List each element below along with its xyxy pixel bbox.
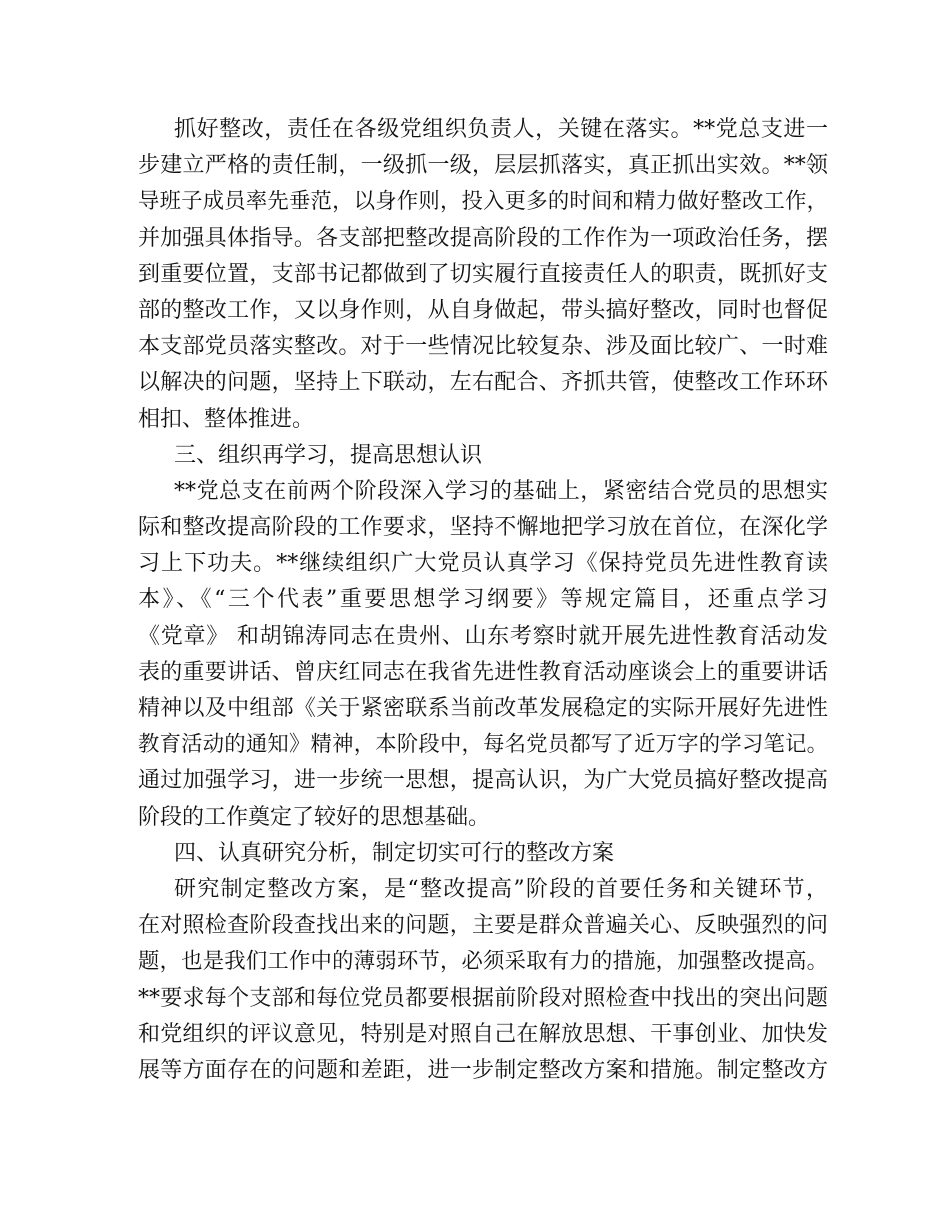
- text-line: 在对照检查阶段查找出来的问题，主要是群众普遍关心、反映强烈的问: [138, 913, 828, 939]
- text-line: 部的整改工作，又以身作则，从自身做起，带头搞好整改，同时也督促: [138, 297, 828, 323]
- text-line: 题，也是我们工作中的薄弱环节，必须采取有力的措施，加强整改提高。: [138, 949, 828, 975]
- text-line: 步建立严格的责任制，一级抓一级，层层抓落实，真正抓出实效。**领: [138, 153, 828, 179]
- text-line: 教育活动的通知》精神，本阶段中，每名党员都写了近万字的学习笔记。: [138, 732, 828, 758]
- text-line: 和党组织的评议意见，特别是对照自己在解放思想、干事创业、加快发: [138, 1021, 828, 1047]
- text-line: 《党章》 和胡锦涛同志在贵州、山东考察时就开展先进性教育活动发: [138, 623, 828, 649]
- text-line: 本支部党员落实整改。对于一些情况比较复杂、涉及面比较广、一时难: [138, 334, 828, 360]
- text-line: 际和整改提高阶段的工作要求，坚持不懈地把学习放在首位，在深化学: [138, 515, 828, 541]
- text-line: **要求每个支部和每位党员都要根据前阶段对照检查中找出的突出问题: [138, 985, 828, 1011]
- document-body: [138, 112, 828, 1089]
- text-line: 导班子成员率先垂范，以身作则，投入更多的时间和精力做好整改工作，: [138, 189, 828, 215]
- text-line: 到重要位置，支部书记都做到了切实履行直接责任人的职责，既抓好支: [138, 261, 828, 287]
- text-line: 三、组织再学习，提高思想认识: [174, 442, 483, 468]
- text-line: 习上下功夫。**继续组织广大党员认真学习《保持党员先进性教育读: [138, 551, 828, 577]
- text-line: 精神以及中组部《关于紧密联系当前改革发展稳定的实际开展好先进性: [138, 696, 828, 721]
- text-line: 研究制定整改方案，是“整改提高”阶段的首要任务和关键环节，: [174, 876, 828, 902]
- text-line: 以解决的问题，坚持上下联动，左右配合、齐抓共管，使整改工作环环: [138, 370, 828, 396]
- text-line: 本》、《“三个代表”重要思想学习纲要》等规定篇目，还重点学习: [138, 587, 828, 613]
- text-line: 阶段的工作奠定了较好的思想基础。: [138, 804, 491, 830]
- text-line: **党总支在前两个阶段深入学习的基础上，紧密结合党员的思想实: [174, 478, 828, 504]
- text-line: 抓好整改，责任在各级党组织负责人，关键在落实。**党总支进一: [174, 117, 828, 142]
- text-line: 相扣、整体推进。: [138, 406, 315, 432]
- text-line: 并加强具体指导。各支部把整改提高阶段的工作作为一项政治任务，摆: [138, 225, 828, 251]
- text-line: 展等方面存在的问题和差距，进一步制定整改方案和措施。制定整改方: [138, 1057, 828, 1083]
- text-line: 通过加强学习，进一步统一思想，提高认识，为广大党员搞好整改提高: [138, 768, 828, 794]
- text-line: 表的重要讲话、曾庆红同志在我省先进性教育活动座谈会上的重要讲话: [138, 659, 828, 685]
- text-line: 四、认真研究分析，制定切实可行的整改方案: [174, 840, 615, 866]
